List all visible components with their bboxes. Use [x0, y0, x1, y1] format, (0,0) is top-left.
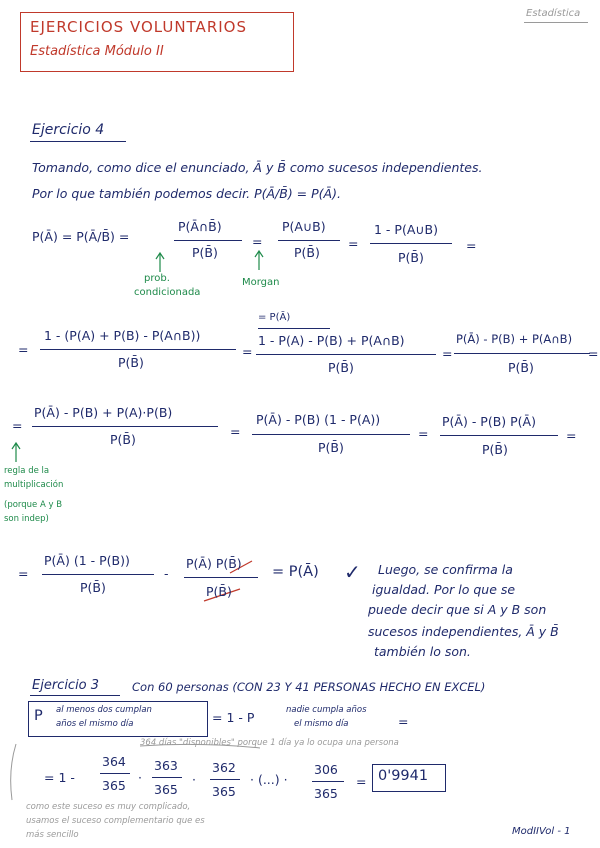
l3-f1-den: P(B̄) [110, 432, 136, 447]
calc-bar4 [312, 781, 344, 782]
l4-f1-den: P(B̄) [80, 580, 106, 595]
calc-bar3 [210, 779, 240, 780]
calc-dot2: · [192, 772, 196, 787]
corner-label: Estadística [526, 8, 581, 19]
note-prob-cond-2: condicionada [134, 287, 201, 298]
calc-d4: 365 [314, 786, 338, 801]
calc-result: 0'9941 [378, 768, 429, 784]
l1-f1-num: P(Ā∩B̄) [178, 219, 222, 234]
l2-f3-bar [454, 353, 590, 354]
l1-f3-num: 1 - P(A∪B) [374, 222, 438, 237]
l3-f2-den: P(B̄) [318, 440, 344, 455]
ex3-lhs-bot: años el mismo día [56, 719, 134, 729]
calc-d3: 365 [212, 784, 236, 799]
l1-eq3: = [466, 238, 477, 253]
ex3-rhs-bot: el mismo día [294, 719, 349, 729]
calc-n2: 363 [154, 758, 178, 773]
l3-f2-bar [252, 434, 410, 435]
l2-eq0: = [18, 342, 29, 357]
l3-eq2: = [418, 426, 429, 441]
ex3-heading: Ejercicio 3 [32, 678, 100, 693]
l2-f3-num: P(Ā) - P(B) + P(A∩B) [456, 332, 573, 346]
l3-f1-bar [32, 426, 218, 427]
ex4-intro-1: Tomando, como dice el enunciado, Ā y B̄ como sucesos independientes. [32, 160, 483, 175]
l2-f2-den: P(B̄) [328, 360, 354, 375]
side-note-1: como este suceso es muy complicado, [26, 802, 191, 812]
ex3-mid: = 1 - P [212, 710, 255, 725]
l1-f2-den: P(B̄) [294, 245, 320, 260]
l2-f1-den: P(B̄) [118, 355, 144, 370]
note-mult-4: son indep) [4, 514, 49, 524]
l1-eq1: = [252, 234, 263, 249]
check-icon: ✓ [344, 560, 361, 584]
calc-ellipsis: · (...) · [250, 772, 288, 787]
l4-op: - [164, 566, 169, 581]
ex3-heading-underline [30, 695, 120, 696]
l1-f1-den: P(B̄) [192, 245, 218, 260]
page-title: EJERCICIOS VOLUNTARIOS [30, 18, 247, 36]
l2-f1-bar [40, 349, 236, 350]
page-footer: ModIIVol - 1 [512, 826, 571, 837]
l2-f1-num: 1 - (P(A) + P(B) - P(A∩B)) [44, 328, 201, 343]
l1-lhs: P(Ā) = P(Ā/B̄) = [32, 229, 130, 244]
page-subtitle: Estadística Módulo II [30, 44, 164, 59]
ex3-lhs-top: al menos dos cumplan [56, 705, 152, 715]
l4-result: = P(Ā) [272, 564, 319, 580]
side-note-3: más sencillo [26, 830, 79, 840]
note-mult-3: (porque A y B [4, 500, 63, 510]
l2-over-bar [258, 328, 330, 329]
ex3-end-eq: = [398, 714, 409, 729]
l3-f3-den: P(B̄) [482, 442, 508, 457]
calc-n1: 364 [102, 754, 126, 769]
calc-eq: = [356, 774, 367, 789]
side-note-2: usamos el suceso complementario que es [26, 816, 205, 826]
note-prob-cond-1: prob. [144, 273, 170, 284]
l3-f2-num: P(Ā) - P(B) (1 - P(A)) [256, 412, 381, 427]
conclusion-4: sucesos independientes, Ā y B̄ [368, 624, 559, 639]
note-mult-1: regla de la [4, 466, 50, 476]
l4-eq0: = [18, 566, 29, 581]
l1-f3-den: P(B̄) [398, 250, 424, 265]
calc-bar2 [152, 777, 182, 778]
l4-f2-den: P(B̄) [206, 584, 232, 599]
l2-f3-den: P(B̄) [508, 360, 534, 375]
calc-start: = 1 - [44, 770, 75, 785]
conclusion-3: puede decir que si A y B son [368, 602, 547, 617]
l1-eq2: = [348, 236, 359, 251]
l4-f2-num: P(Ā) P(B̄) [186, 556, 242, 571]
l4-f1-bar [42, 574, 154, 575]
l2-over-note: = P(Ā) [258, 312, 291, 323]
l2-eq3: = [588, 346, 599, 361]
ex3-intro: Con 60 personas (CON 23 Y 41 PERSONAS HECHO EN EXCEL) [132, 680, 486, 694]
note-morgan: Morgan [242, 277, 280, 288]
l3-f3-bar [440, 435, 558, 436]
l3-eq3: = [566, 428, 577, 443]
l2-f2-num: 1 - P(A) - P(B) + P(A∩B) [258, 333, 405, 348]
l2-eq1: = [242, 344, 253, 359]
l4-f1-num: P(Ā) (1 - P(B)) [44, 553, 130, 568]
l2-f2-bar [256, 354, 436, 355]
calc-n3: 362 [212, 760, 236, 775]
ex3-lhs-p: P [34, 708, 43, 724]
l3-eq1: = [230, 424, 241, 439]
conclusion-5: también lo son. [374, 644, 471, 659]
l1-f2-num: P(A∪B) [282, 219, 326, 234]
calc-dot1: · [138, 770, 142, 785]
l2-eq2: = [442, 346, 453, 361]
calc-n4: 306 [314, 762, 338, 777]
conclusion-1: Luego, se confirma la [378, 562, 513, 577]
calc-d2: 365 [154, 782, 178, 797]
calc-bar1 [100, 773, 130, 774]
note-mult-2: multiplicación [4, 480, 64, 490]
ex4-intro-2: Por lo que también podemos decir. P(Ā/B̄) = P(Ā). [32, 186, 341, 201]
l4-f2-bar [184, 577, 258, 578]
ex4-heading: Ejercicio 4 [32, 122, 105, 138]
calc-d1: 365 [102, 778, 126, 793]
l3-f3-num: P(Ā) - P(B) P(Ā) [442, 414, 536, 429]
l3-eq0: = [12, 418, 23, 433]
pencil-note: 364 días "disponibles" porque 1 día ya lo ocupa una persona [140, 738, 399, 748]
l3-f1-num: P(Ā) - P(B) + P(A)·P(B) [34, 405, 173, 420]
conclusion-2: igualdad. Por lo que se [372, 582, 516, 597]
ex3-rhs-top: nadie cumpla años [286, 705, 367, 715]
